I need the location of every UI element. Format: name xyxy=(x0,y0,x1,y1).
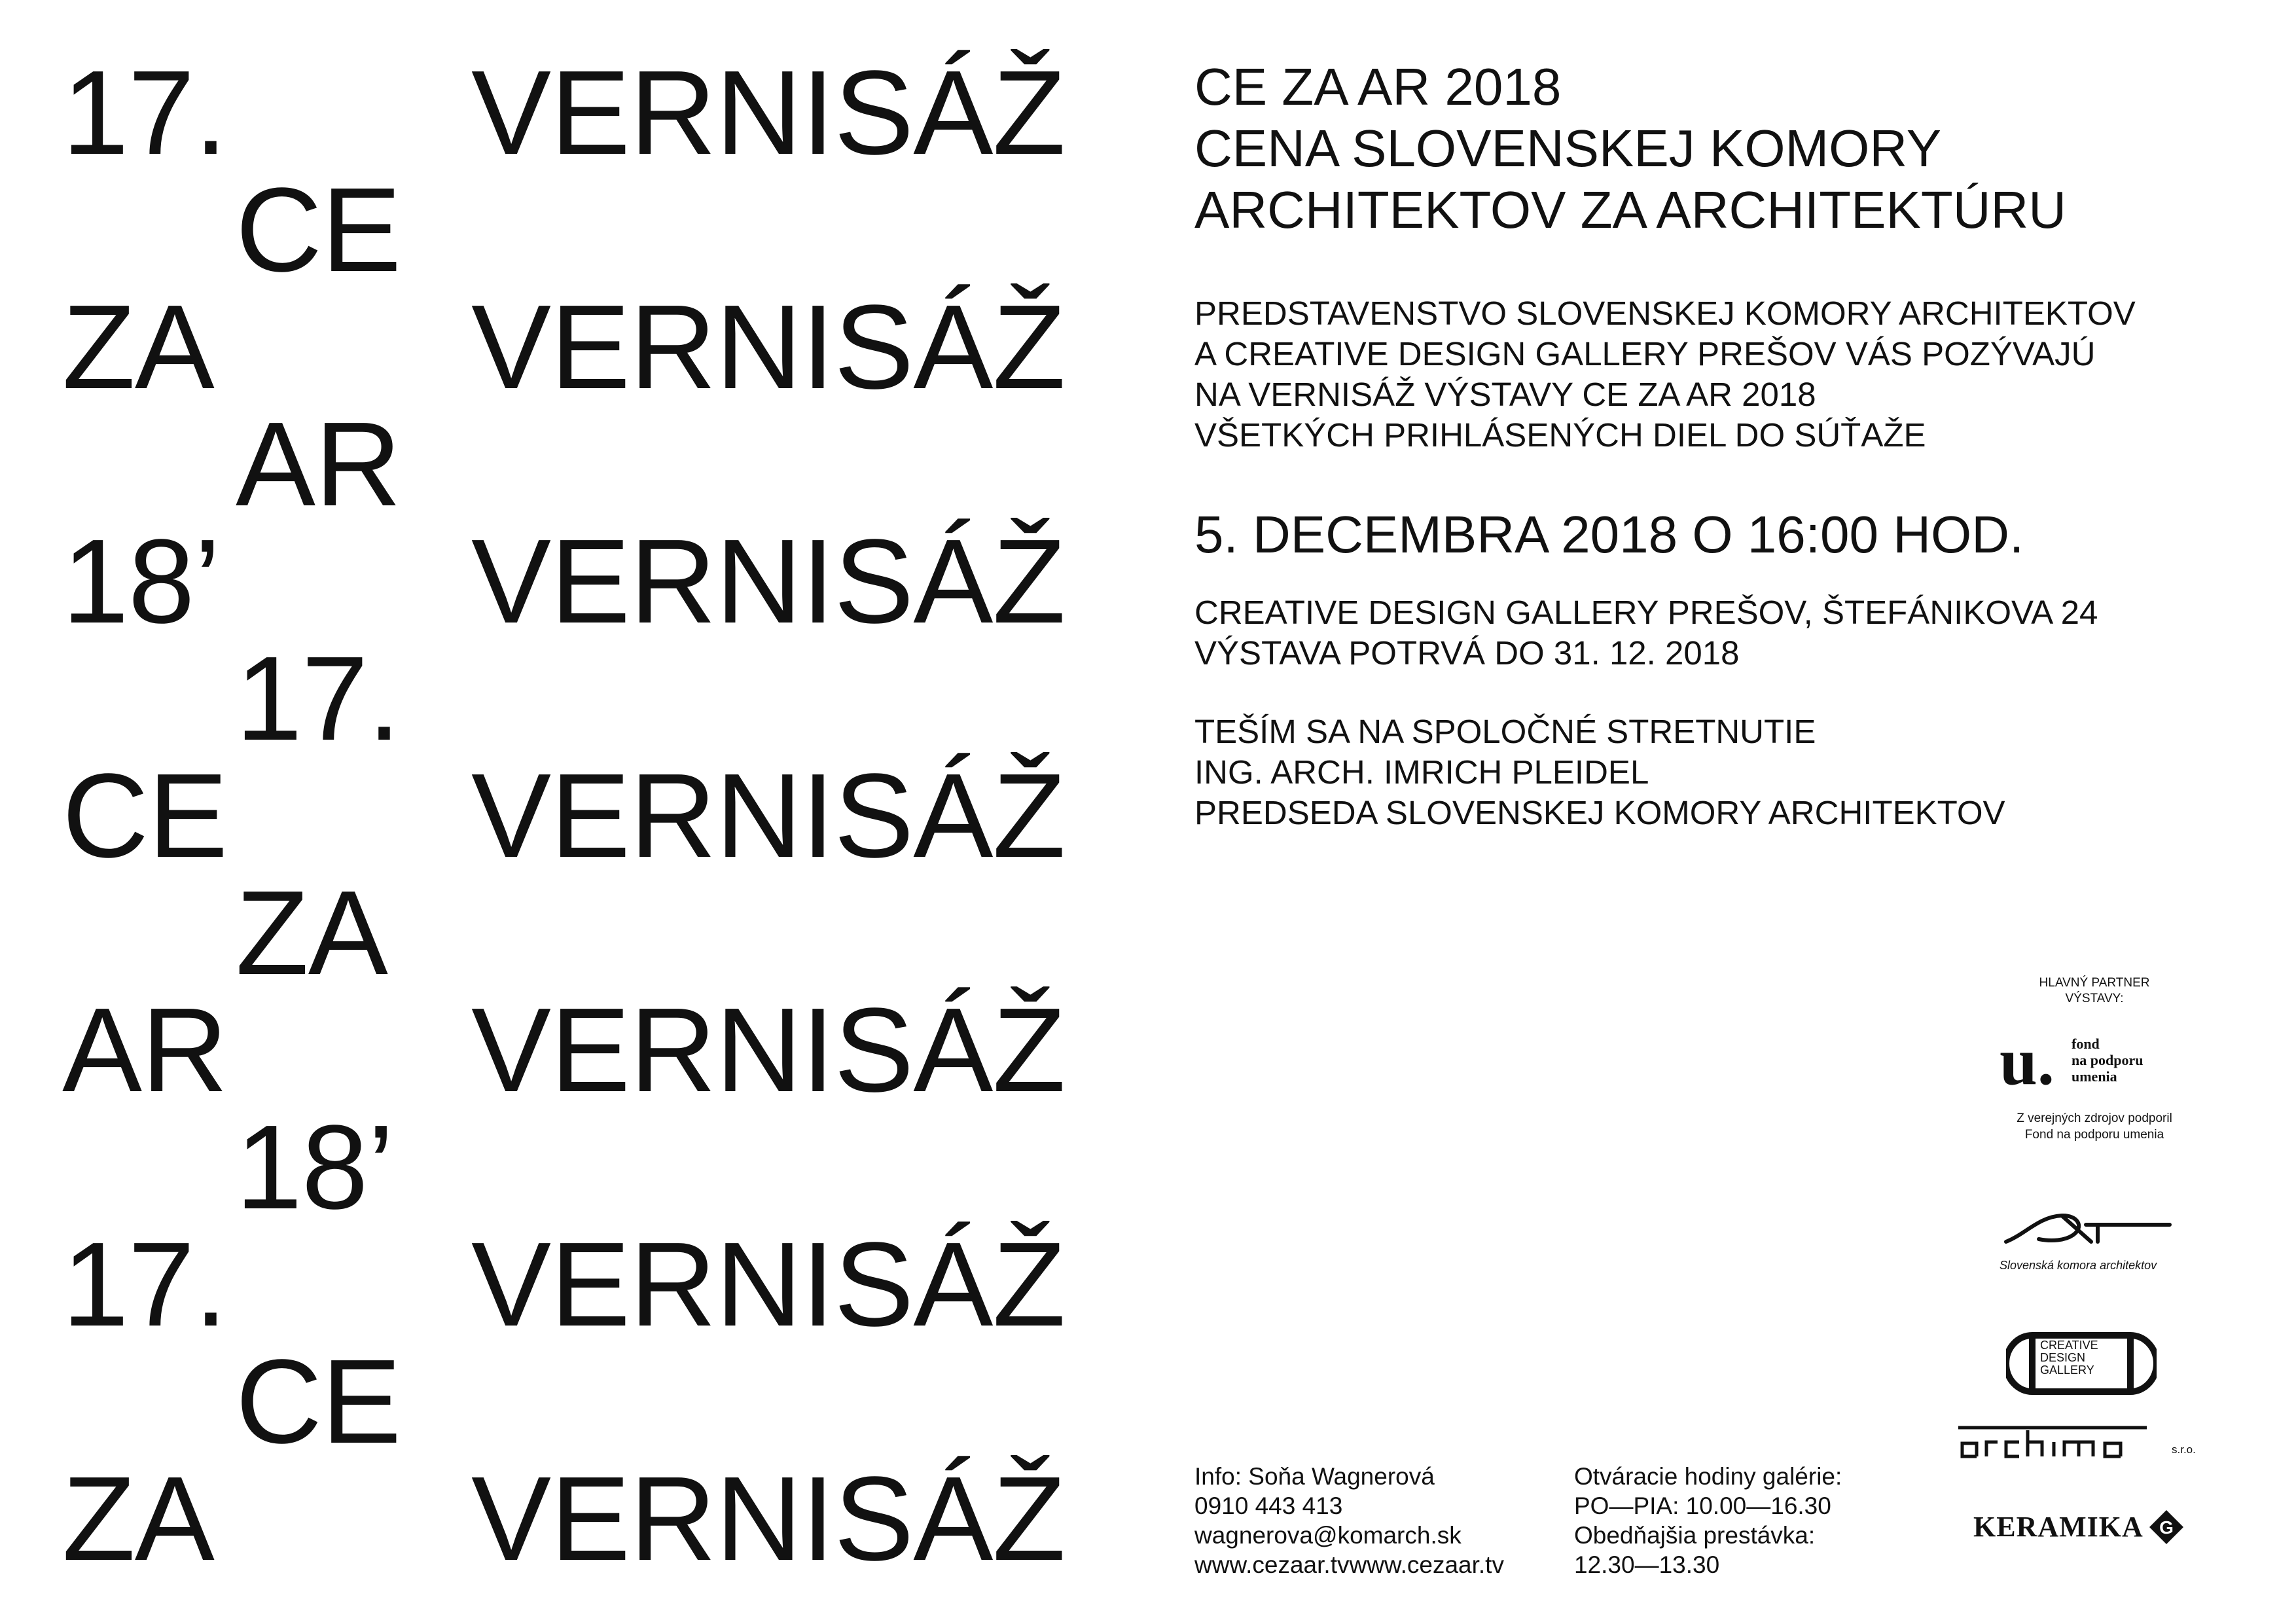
cdg-logo xyxy=(2006,1327,2157,1399)
partner-label-line: VÝSTAVY: xyxy=(2065,992,2124,1005)
hours-value: PO—PIA: 10.00—16.30 xyxy=(1574,1492,1831,1519)
indent-word-1: CE xyxy=(236,162,401,297)
left-word-7: ZA xyxy=(62,1451,214,1585)
invite-line: VŠETKÝCH PRIHLÁSENÝCH DIEL DO SÚŤAŽE xyxy=(1194,416,1926,454)
contact-web: www.cezaar.tvwww.cezaar.tv xyxy=(1194,1551,1504,1578)
hours-label: Otváracie hodiny galérie: xyxy=(1574,1463,1842,1490)
signature-block xyxy=(1194,712,2005,833)
break-value: 12.30—13.30 xyxy=(1574,1551,1720,1578)
left-word-1: 17. xyxy=(62,45,227,179)
fpu-note-line: Z verejných zdrojov podporil xyxy=(2017,1111,2172,1125)
ska-mark-icon xyxy=(2000,1208,2196,1254)
main-partner-label xyxy=(1957,975,2232,1007)
indent-word-2: AR xyxy=(236,397,401,531)
indent-word-4: ZA xyxy=(236,865,387,1000)
title-line: CENA SLOVENSKEJ KOMORY xyxy=(1194,119,1942,177)
left-word-2: ZA xyxy=(62,280,214,414)
ska-logo xyxy=(2000,1208,2196,1280)
vernisaz-row-6: VERNISÁŽ xyxy=(471,1217,1066,1351)
invite-line: A CREATIVE DESIGN GALLERY PREŠOV VÁS POZÝVAJÚ xyxy=(1194,335,2096,372)
fpu-support-note xyxy=(1957,1110,2232,1143)
vernisaz-row-4: VERNISÁŽ xyxy=(471,748,1066,882)
keramika-name: KERAMIKA xyxy=(1973,1511,2144,1543)
fpu-logo xyxy=(2000,1024,2196,1100)
cdg-word: DESIGN xyxy=(2040,1351,2086,1364)
title-line: ARCHITEKTOV ZA ARCHITEKTÚRU xyxy=(1194,181,2067,239)
indent-word-6: CE xyxy=(236,1334,401,1468)
event-date xyxy=(1194,504,2024,566)
invite-line: PREDSTAVENSTVO SLOVENSKEJ KOMORY ARCHITEKTOV xyxy=(1194,295,2136,332)
fpu-wordmark xyxy=(2072,1036,2143,1085)
title-line: CE ZA AR 2018 xyxy=(1194,58,1562,116)
vernisaz-row-1: VERNISÁŽ xyxy=(471,45,1066,179)
fpu-word: umenia xyxy=(2072,1068,2117,1085)
partner-label-line: HLAVNÝ PARTNER xyxy=(2039,976,2150,990)
indent-word-3: 17. xyxy=(236,631,401,765)
signature-line: ING. ARCH. IMRICH PLEIDEL xyxy=(1194,753,1649,791)
signature-line: PREDSEDA SLOVENSKEJ KOMORY ARCHITEKTOV xyxy=(1194,794,2005,831)
keramika-logo xyxy=(1973,1507,2189,1547)
fpu-word: fond xyxy=(2072,1036,2100,1052)
left-word-3: 18’ xyxy=(62,514,221,648)
invitation-text xyxy=(1194,293,2136,456)
left-word-5: AR xyxy=(62,983,228,1117)
venue-line: VÝSTAVA POTRVÁ DO 31. 12. 2018 xyxy=(1194,634,1740,672)
vernisaz-row-5: VERNISÁŽ xyxy=(471,983,1066,1117)
vernisaz-row-7: VERNISÁŽ xyxy=(471,1451,1066,1585)
cdg-wordmark xyxy=(2040,1339,2098,1377)
archima-suffix: s.r.o. xyxy=(2172,1443,2196,1456)
left-word-4: CE xyxy=(62,748,228,882)
indent-word-5: 18’ xyxy=(236,1100,394,1234)
keramika-diamond-icon xyxy=(2147,1507,2186,1547)
fpu-word: na podporu xyxy=(2072,1052,2144,1068)
archima-wordmark-icon xyxy=(1957,1424,2166,1463)
keramika-mark: G xyxy=(2159,1517,2174,1538)
event-title xyxy=(1194,56,2066,241)
contact-name: Info: Soňa Wagnerová xyxy=(1194,1463,1435,1490)
venue-text xyxy=(1194,592,2098,674)
break-label: Obedňajšia prestávka: xyxy=(1574,1522,1816,1549)
invite-line: NA VERNISÁŽ VÝSTAVY CE ZA AR 2018 xyxy=(1194,376,1816,413)
venue-line: CREATIVE DESIGN GALLERY PREŠOV, ŠTEFÁNIKOVA 24 xyxy=(1194,594,2098,631)
contact-info xyxy=(1194,1462,1504,1579)
ska-name: Slovenská komora architektov xyxy=(2000,1259,2157,1272)
signature-line: TEŠÍM SA NA SPOLOČNÉ STRETNUTIE xyxy=(1194,713,1816,750)
cdg-word: GALLERY xyxy=(2040,1363,2094,1377)
date-line: 5. DECEMBRA 2018 O 16:00 HOD. xyxy=(1194,505,2024,564)
cdg-word: CREATIVE xyxy=(2040,1339,2098,1352)
vernisaz-row-2: VERNISÁŽ xyxy=(471,280,1066,414)
fpu-note-line: Fond na podporu umenia xyxy=(2024,1128,2164,1142)
archima-logo xyxy=(1957,1424,2232,1463)
vernisaz-row-3: VERNISÁŽ xyxy=(471,514,1066,648)
fpu-mark: u. xyxy=(2000,1024,2054,1099)
contact-email: wagnerova@komarch.sk xyxy=(1194,1522,1462,1549)
left-word-6: 17. xyxy=(62,1217,227,1351)
contact-phone: 0910 443 413 xyxy=(1194,1492,1343,1519)
opening-hours xyxy=(1574,1462,1842,1579)
